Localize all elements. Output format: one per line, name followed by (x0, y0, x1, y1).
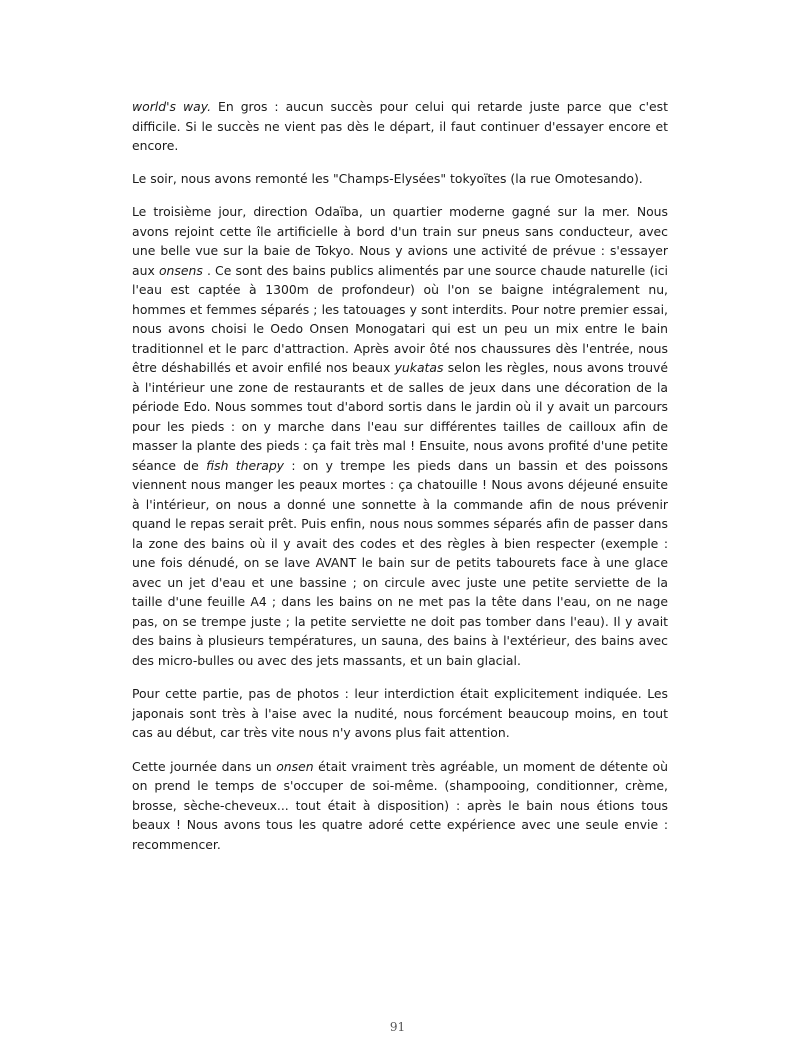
paragraph (132, 202, 668, 670)
text-segment: onsens (158, 262, 203, 278)
page-number: 91 (389, 1020, 406, 1034)
text-segment: Pour cette partie, pas de photos : leur interdiction était explicitement indiquée. Les japonais sont très à l'aise avec la nudité, nous forcément beaucoup moins, en tout cas au début, car très vite nous n'y avons plus fait attention. (132, 686, 668, 740)
text-segment: était vraiment très agréable, un moment de détente où on prend le temps de s'occuper de soi-même. (shampooing, conditionner, crème, brosse, sèche-cheveux... tout était à disposition) : après le bain nous étions tous beaux ! Nous avons tous les quatre adoré cette expérience avec une seule envie : recommencer. (132, 758, 668, 852)
text-segment: En gros : aucun succès pour celui qui retarde juste parce que c'est difficile. Si le succès ne vient pas dès le départ, il faut continuer d'essayer encore et encore. (132, 99, 668, 153)
text-segment: fish therapy (206, 457, 285, 473)
text-segment: Le soir, nous avons remonté les "Champs-Elysées" tokyoïtes (la rue Omotesando). (132, 170, 643, 186)
text-segment: world's way. (132, 99, 212, 114)
text-segment: yukatas (394, 360, 444, 375)
paragraph (132, 684, 668, 743)
text-segment: . Ce sont des bains publics alimentés par une source chaude naturelle (ici l'eau est captée à 1300m de profondeur) où l'on se baigne intégralement nu, hommes et femmes séparés ; les tatouages y sont interdits. Pour notre premier essai, nous avons choisi le Oedo Onsen Monogatari qui est un peu un mix entre le bain traditionnel et le parc d'attraction. Après avoir ôté nos chaussures dès l'entrée, nous être déshabillés et avoir enfilé nos beaux (132, 262, 668, 375)
body-text (132, 97, 668, 868)
paragraph (132, 97, 668, 156)
text-segment: : on y trempe les pieds dans un bassin et des poissons viennent nous manger les peaux mortes : ça chatouille ! Nous avons déjeuné ensuite à l'intérieur, on nous a donné une sonnette à la commande afin de nous prévenir quand le repas serait prêt. Puis enfin, nous nous sommes séparés afin de passer dans la zone des bains où il y avait des codes et des règles à bien respecter (exemple : une fois dénudé, on se lave AVANT le bain sur de petits tabourets face à une glace avec un jet d'eau et une bassine ; on circule avec juste une petite serviette de la taille d'une feuille A4 ; dans les bains on ne met pas la tête dans l'eau, on ne nage pas, on se trempe juste ; la petite serviette ne doit pas tomber dans l'eau). Il y avait des bains à plusieurs températures, un sauna, des bains à l'extérieur, des bains avec des micro-bulles ou avec des jets massants, et un bain glacial. (132, 457, 668, 668)
text-segment: onsen (276, 758, 314, 774)
text-segment: Cette journée dans un (132, 758, 277, 774)
paragraph (132, 169, 668, 189)
paragraph (132, 757, 668, 855)
text-segment: selon les règles, nous avons trouvé à l'intérieur une zone de restaurants et de salles de jeux dans une décoration de la période Edo. Nous sommes tout d'abord sortis dans le jardin où il y avait un parcours pour les pieds : on y marche dans l'eau sur différentes tailles de cailloux afin de masser la plante des pieds : ça fait très mal ! Ensuite, nous avons profité d'une petite séance de (132, 360, 668, 473)
text-segment: Le troisième jour, direction Odaïba, un quartier moderne gagné sur la mer. Nous avons rejoint cette île artificielle à bord d'un train sur pneus sans conducteur, avec une belle vue sur la baie de Tokyo. Nous y avions une activité de prévue : s'essayer aux (132, 204, 668, 278)
